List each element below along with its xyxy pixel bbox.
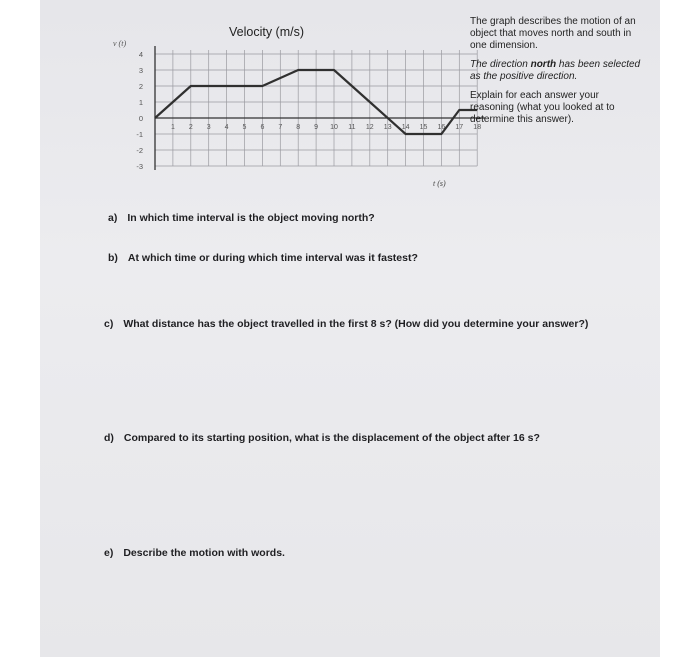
graph-axes (155, 46, 485, 170)
y-axis-label: v (t) (113, 39, 127, 48)
description-direction: The direction north has been selected as the positive direction. (470, 59, 641, 82)
question-c: c) What distance has the object travelled in the first 8 s? (How did you determine your answer?) (104, 318, 589, 330)
x-tick-label: 10 (330, 124, 338, 131)
x-tick-label: 8 (296, 124, 301, 131)
y-tick-label: 0 (138, 114, 143, 123)
x-tick-label: 6 (260, 124, 265, 131)
question-d: d) Compared to its starting position, what is the displacement of the object after 16 s? (104, 432, 540, 444)
x-tick-label: 15 (419, 124, 428, 131)
x-tick-label: 9 (314, 124, 319, 131)
x-tick-label: 16 (437, 124, 446, 131)
graph-title: Velocity (m/s) (229, 25, 305, 39)
x-tick-label: 13 (383, 124, 392, 131)
x-tick-labels (171, 124, 481, 131)
direction-north: north (530, 59, 557, 70)
x-tick-label: 14 (401, 124, 410, 131)
description-intro: The graph describes the motion of an object that moves north and south in one dimension. (470, 16, 636, 51)
y-tick-label: -1 (136, 130, 143, 139)
question-b: b) At which time or during which time interval was it fastest? (108, 252, 418, 264)
y-tick-label: -3 (136, 162, 143, 171)
y-tick-label: 2 (138, 82, 143, 91)
graph-description (470, 16, 645, 133)
x-tick-label: 11 (348, 124, 356, 131)
question-a: a) In which time interval is the object moving north? (108, 212, 375, 224)
y-tick-labels (136, 50, 143, 171)
x-tick-label: 17 (455, 124, 464, 131)
x-tick-label: 18 (473, 124, 482, 131)
velocity-graph (109, 14, 482, 209)
y-tick-label: 4 (138, 50, 143, 59)
x-tick-label: 3 (206, 124, 211, 131)
y-tick-label: -2 (136, 146, 143, 155)
x-tick-label: 2 (188, 124, 193, 131)
x-tick-label: 4 (224, 124, 229, 131)
y-tick-label: 3 (138, 66, 143, 75)
graph-grid (155, 50, 477, 166)
description-instructions: Explain for each answer your reasoning (what you looked at to determine this answer). (470, 90, 615, 125)
x-tick-label: 1 (170, 124, 175, 131)
question-e: e) Describe the motion with words. (104, 547, 285, 559)
y-tick-label: 1 (138, 98, 143, 107)
x-tick-label: 7 (278, 124, 283, 131)
x-axis-label: t (s) (433, 179, 446, 188)
x-tick-label: 12 (365, 124, 374, 131)
x-tick-label: 5 (242, 124, 247, 131)
